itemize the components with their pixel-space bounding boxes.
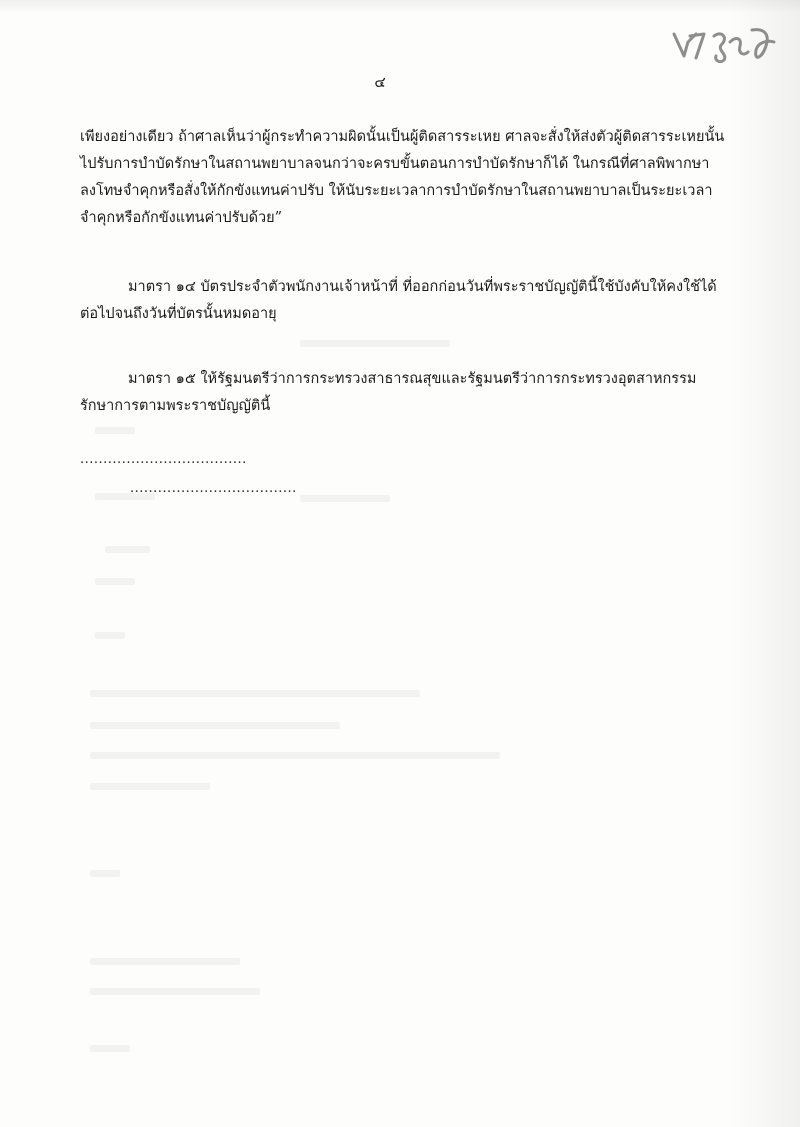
- section-14: [80, 274, 717, 328]
- text-line: จำคุกหรือกักขังแทนค่าปรับด้วย”: [80, 210, 283, 226]
- show-through: [90, 870, 120, 877]
- signature-dotted-line: ....................................: [130, 481, 297, 496]
- text-line: ไปรับการบำบัดรักษาในสถานพยาบาลจนกว่าจะครบขั้นตอนการบำบัดรักษาก็ได้ ในกรณีที่ศาลพิพากษา: [80, 156, 710, 172]
- text-line: ลงโทษจำคุกหรือสั่งให้กักขังแทนค่าปรับ ให้นับระยะเวลาการบำบัดรักษาในสถานพยาบาลเป็นระยะเวลา: [80, 183, 713, 199]
- show-through: [300, 495, 390, 502]
- signature-dotted-line: ....................................: [80, 452, 247, 467]
- show-through: [90, 690, 420, 697]
- section-15: [80, 366, 697, 420]
- show-through: [90, 783, 210, 790]
- scan-shadow-top: [0, 0, 800, 14]
- page-number: ๔: [374, 73, 386, 91]
- show-through: [95, 578, 135, 585]
- show-through: [95, 427, 135, 434]
- text-line: ต่อไปจนถึงวันที่บัตรนั้นหมดอายุ: [80, 306, 277, 322]
- text-line: มาตรา ๑๕ ให้รัฐมนตรีว่าการกระทรวงสาธารณสุขและรัฐมนตรีว่าการกระทรวงอุตสาหกรรม: [128, 371, 697, 387]
- show-through: [90, 988, 260, 995]
- text-line: รักษาการตามพระราชบัญญัตินี้: [80, 398, 271, 414]
- show-through: [300, 340, 450, 347]
- paragraph-continuation: [80, 124, 725, 232]
- show-through: [90, 722, 340, 729]
- text-line: เพียงอย่างเดียว ถ้าศาลเห็นว่าผู้กระทำความผิดนั้นเป็นผู้ติดสารระเหย ศาลจะสั่งให้ส่งตัวผู้ติดสารระเหยนั้น: [80, 129, 725, 145]
- show-through: [90, 1045, 130, 1052]
- show-through: [90, 752, 500, 759]
- show-through: [105, 546, 150, 553]
- text-line: มาตรา ๑๔ บัตรประจำตัวพนักงานเจ้าหน้าที่ ที่ออกก่อนวันที่พระราชบัญญัตินี้ใช้บังคับให้คงใช้ได้: [128, 279, 717, 295]
- scan-shadow-right: [730, 0, 800, 1127]
- show-through: [90, 958, 240, 965]
- handwritten-annotation: [670, 22, 778, 68]
- show-through: [95, 632, 125, 639]
